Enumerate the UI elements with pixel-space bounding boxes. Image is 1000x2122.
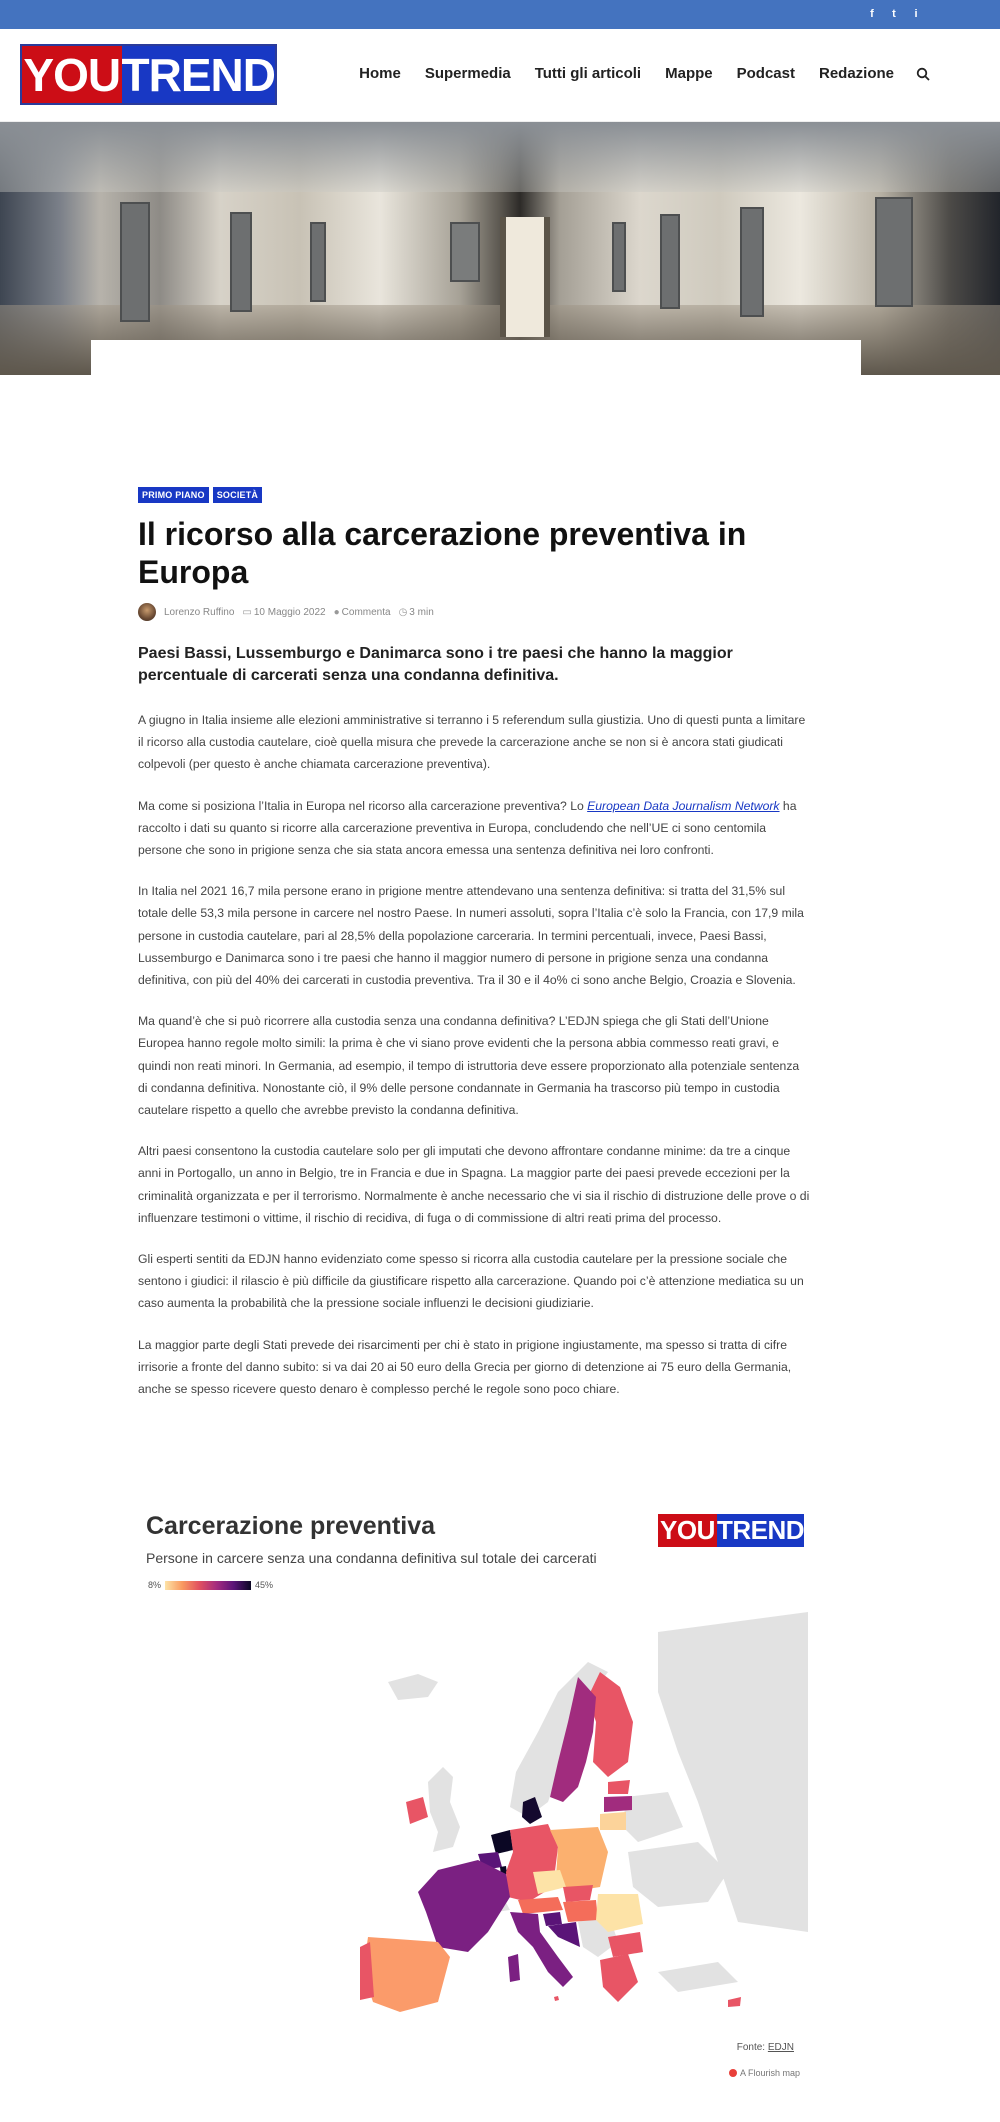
country-slovakia[interactable] [563, 1885, 593, 1902]
map-title: Carcerazione preventiva [146, 1512, 436, 1540]
paragraph-7: La maggior parte degli Stati prevede dei risarcimenti per chi è stato in prigione ingiustamente, ma spesso si tratta di cifre irrisorie a fronte del danno subito: si va dai 20 ai 50 euro della Grecia per giorno di detenzione ai 75 euro della Germania, anche se spesso ricevere questo denaro è complesso perché le regole sono poco chiare. [138, 1337, 792, 1397]
date: ▭ 10 Maggio 2022 [242, 606, 326, 618]
twitter-icon[interactable]: t [892, 8, 896, 20]
country-hungary[interactable] [563, 1900, 598, 1922]
country-croatia[interactable] [548, 1922, 580, 1947]
map-source: Fonte: EDJN [736, 2042, 794, 2053]
map-subtitle: Persone in carcere senza una condanna definitiva sul totale dei carcerati [146, 1550, 597, 1566]
author-avatar[interactable] [138, 603, 156, 621]
calendar-icon: ▭ [242, 606, 252, 618]
country-sardinia[interactable] [508, 1954, 520, 1982]
social-links [866, 7, 922, 21]
youtrend-logo[interactable] [22, 46, 275, 103]
tag-primo-piano[interactable]: PRIMO PIANO [138, 487, 209, 503]
nav-tutti-gli-articoli[interactable]: Tutti gli articoli [534, 65, 642, 82]
main-nav [335, 65, 930, 82]
top-bar [0, 0, 1000, 29]
nav-podcast[interactable]: Podcast [736, 65, 795, 82]
source-link[interactable]: EDJN [767, 2042, 794, 2053]
paragraph-6: Gli esperti sentiti da EDJN hanno evidenziato come spesso si ricorra alla custodia cautelare per la pressione sociale che sentono i giudici: il rilascio è più difficile da giustificare rispetto alla carcerazione. Quando poi c’è attenzione mediatica su un caso aumenta la probabilità che la pressione sociale influenzi le decisioni giudiziarie. [138, 1252, 804, 1311]
country-greece[interactable] [600, 1954, 638, 2002]
region-uk[interactable] [428, 1767, 460, 1852]
country-ireland[interactable] [406, 1797, 428, 1824]
logo-you: YOU [22, 46, 122, 103]
paragraph-1: A giugno in Italia insieme alle elezioni amministrative si terranno i 5 referendum sulla giustizia. Uno di questi punta a limitare il ricorso alla custodia cautelare, cioè quella misura che prevede la carcerazione anche se non si è ancora stati giudicati colpevoli (per questo è anche chiamata carcerazione preventiva). [138, 713, 806, 772]
country-czechia[interactable] [533, 1870, 566, 1894]
map-logo: YOU TREND [658, 1514, 804, 1547]
country-slovenia[interactable] [543, 1912, 562, 1926]
country-malta[interactable] [554, 1996, 559, 2001]
tag-list [138, 487, 812, 503]
corridor-end [500, 217, 550, 337]
logo-trend: TREND [122, 46, 275, 103]
country-finland[interactable] [588, 1672, 633, 1777]
edjn-link[interactable]: European Data Journalism Network [587, 798, 780, 813]
article-lead: Paesi Bassi, Lussemburgo e Danimarca sono i tre paesi che hanno la maggior percentuale di carcerati senza una condanna definitiva. [138, 645, 733, 684]
country-austria[interactable] [518, 1897, 563, 1914]
map-figure [138, 1502, 814, 2092]
europe-map[interactable] [138, 1602, 814, 2042]
nav-home[interactable]: Home [359, 65, 401, 82]
hero-image [0, 122, 1000, 375]
article-meta [138, 603, 812, 621]
author-name[interactable]: Lorenzo Ruffino [164, 606, 235, 618]
comments[interactable]: ● Commenta [333, 606, 391, 618]
nav-mappe[interactable]: Mappe [665, 65, 713, 82]
paragraph-5: Altri paesi consentono la custodia cautelare solo per gli imputati che devono affrontare condanne minime: da tre a cinque anni in Portogallo, un anno in Belgio, tre in Francia e due in Spagna. La maggior parte dei paesi prevede eccezioni per la criminalità organizzata e per il terrorismo. Normalmente è anche necessario che vi sia il rischio di distruzione delle prove o di influenzare testimoni o vittime, il rischio di recidiva, di fuga o di commissione di altri reati prima del processo. [138, 1144, 810, 1225]
paragraph-3: In Italia nel 2021 16,7 mila persone erano in prigione mentre attendevano una sentenza definitiva: si tratta del 31,5% sul totale delle 53,3 mila persone in carcere nel nostro Paese. In numeri assoluti, sopra l’Italia c’è solo la Francia, con 17,9 mila persone in custodia cautelare, pari al 28,5% della popolazione carceraria. In termini percentuali, invece, Paesi Bassi, Lussemburgo e Danimarca sono i tre paesi che hanno il maggior numero di persone in prigione senza una condanna definitiva, con più del 40% dei carcerati in custodia preventiva. Tra il 30 e il 4o% ci sono anche Belgio, Croazia e Slovenia. [138, 884, 804, 988]
facebook-icon[interactable]: f [870, 8, 874, 20]
hero-card [91, 340, 861, 375]
country-netherlands[interactable] [491, 1830, 513, 1854]
nav-redazione[interactable]: Redazione [818, 65, 894, 82]
flourish-icon [729, 2069, 737, 2077]
country-estonia[interactable] [608, 1780, 630, 1794]
nav-supermedia[interactable]: Supermedia [424, 65, 511, 82]
country-france[interactable] [418, 1860, 510, 1952]
country-spain[interactable] [363, 1937, 450, 2012]
article [138, 487, 812, 1419]
read-time: ◷ 3 min [398, 606, 434, 618]
legend-gradient [165, 1581, 251, 1590]
clock-icon: ◷ [398, 606, 408, 618]
tag-societa[interactable]: SOCIETÀ [213, 487, 262, 503]
country-lithuania[interactable] [600, 1812, 626, 1830]
paragraph-2: Ma come si posiziona l’Italia in Europa nel ricorso alla carcerazione preventiva? Lo European Data Journalism Network ha raccolto i dati su quanto si ricorre alla carcerazione preventiva in Europa, concludendo che nell’UE ci sono centomila persone che sono in prigione senza che sia stata ancora emessa una sentenza definitiva nei loro confronti. [138, 798, 797, 858]
region-ukraine[interactable] [628, 1842, 728, 1907]
legend-max: 45% [255, 1580, 274, 1590]
country-cyprus[interactable] [728, 1997, 741, 2007]
search-icon[interactable] [916, 67, 930, 81]
country-latvia[interactable] [604, 1796, 632, 1812]
region-turkey[interactable] [658, 1962, 738, 1992]
article-title: Il ricorso alla carcerazione preventiva in Europa [138, 516, 747, 590]
comment-icon: ● [333, 606, 340, 618]
instagram-icon[interactable]: i [914, 8, 918, 20]
region-iceland[interactable] [388, 1674, 438, 1700]
flourish-credit[interactable]: A Flourish map [729, 2068, 800, 2078]
legend-min: 8% [148, 1580, 162, 1590]
paragraph-4: Ma quand’è che si può ricorrere alla custodia senza una condanna definitiva? L’EDJN spiega che gli Stati dell’Unione Europea hanno regole molto simili: la prima è che vi siano prove evidenti che la persona abbia commesso reati gravi, e quindi non reati minori. In Germania, ad esempio, il tempo di istruttoria deve essere proporzionato alla potenziale sentenza di condanna definitiva. Nonostante ciò, il 9% delle persone condannate in Germania ha trascorso più tempo in custodia cautelare rispetto a quello che avrebbe previsto la condanna definitiva. [138, 1014, 800, 1118]
site-header [0, 29, 1000, 122]
country-romania[interactable] [596, 1894, 643, 1932]
map-legend [148, 1580, 273, 1590]
